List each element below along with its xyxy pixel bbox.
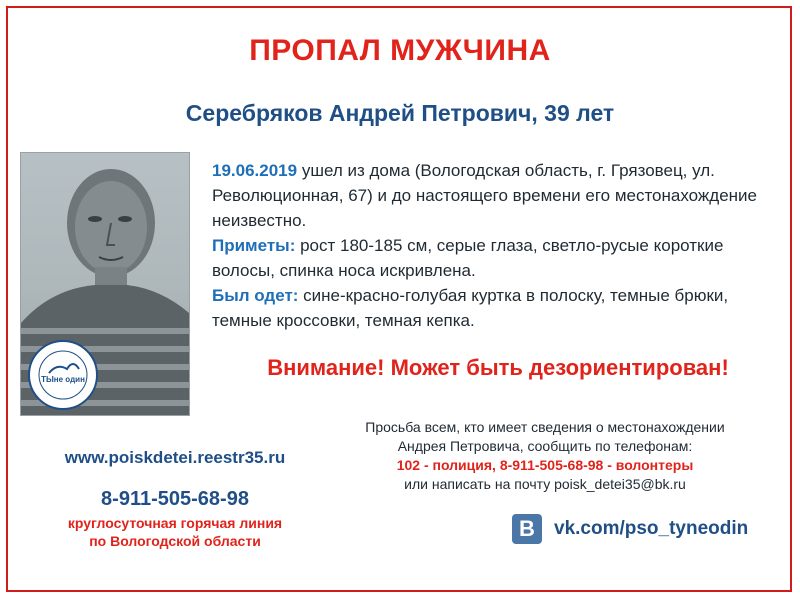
badge-center-text: ТЫне один [41, 375, 85, 384]
vk-logo-icon: В [512, 514, 542, 544]
signs-label: Приметы: [212, 236, 296, 255]
request-line-2: Андрея Петровича, сообщить по телефонам: [397, 438, 693, 454]
description-text: ушел из дома (Вологодская область, г. Грязовец, ул. Революционная, 67) и до настоящего времени его местонахождение неизвестно. [212, 161, 758, 230]
description-block [212, 158, 784, 333]
email-line: или написать на почту poisk_detei35@bk.ru [404, 476, 686, 492]
phone-numbers: 102 - полиция, 8-911-505-68-98 - волонтеры [396, 457, 694, 473]
dressed-label: Был одет: [212, 286, 299, 305]
person-photo [20, 152, 190, 416]
vk-contact[interactable] [512, 514, 748, 544]
warning-text: Внимание! Может быть дезориентирован! [267, 355, 729, 380]
poster-title: ПРОПАЛ МУЖЧИНА [249, 34, 551, 67]
hotline-caption [20, 514, 330, 550]
hotline-phone[interactable]: 8-911-505-68-98 [101, 488, 249, 510]
signs-text: рост 180-185 см, серые глаза, светло-русые короткие волосы, спинка носа искривлена. [212, 236, 724, 280]
hotline-line-1: круглосуточная горячая линия [67, 515, 283, 531]
request-line-1: Просьба всем, кто имеет сведения о местонахождении [365, 419, 725, 435]
missing-date: 19.06.2019 [212, 161, 298, 180]
vk-link[interactable]: vk.com/pso_tyneodin [554, 518, 749, 539]
website-link[interactable]: www.poiskdetei.reestr35.ru [64, 448, 286, 467]
hotline-line-2: по Вологодской области [89, 533, 261, 549]
organization-badge [27, 339, 99, 411]
contact-request [320, 418, 770, 494]
missing-person-name: Серебряков Андрей Петрович, 39 лет [185, 100, 615, 126]
dressed-text: сине-красно-голубая куртка в полоску, темные брюки, темные кроссовки, темная кепка. [212, 286, 729, 330]
